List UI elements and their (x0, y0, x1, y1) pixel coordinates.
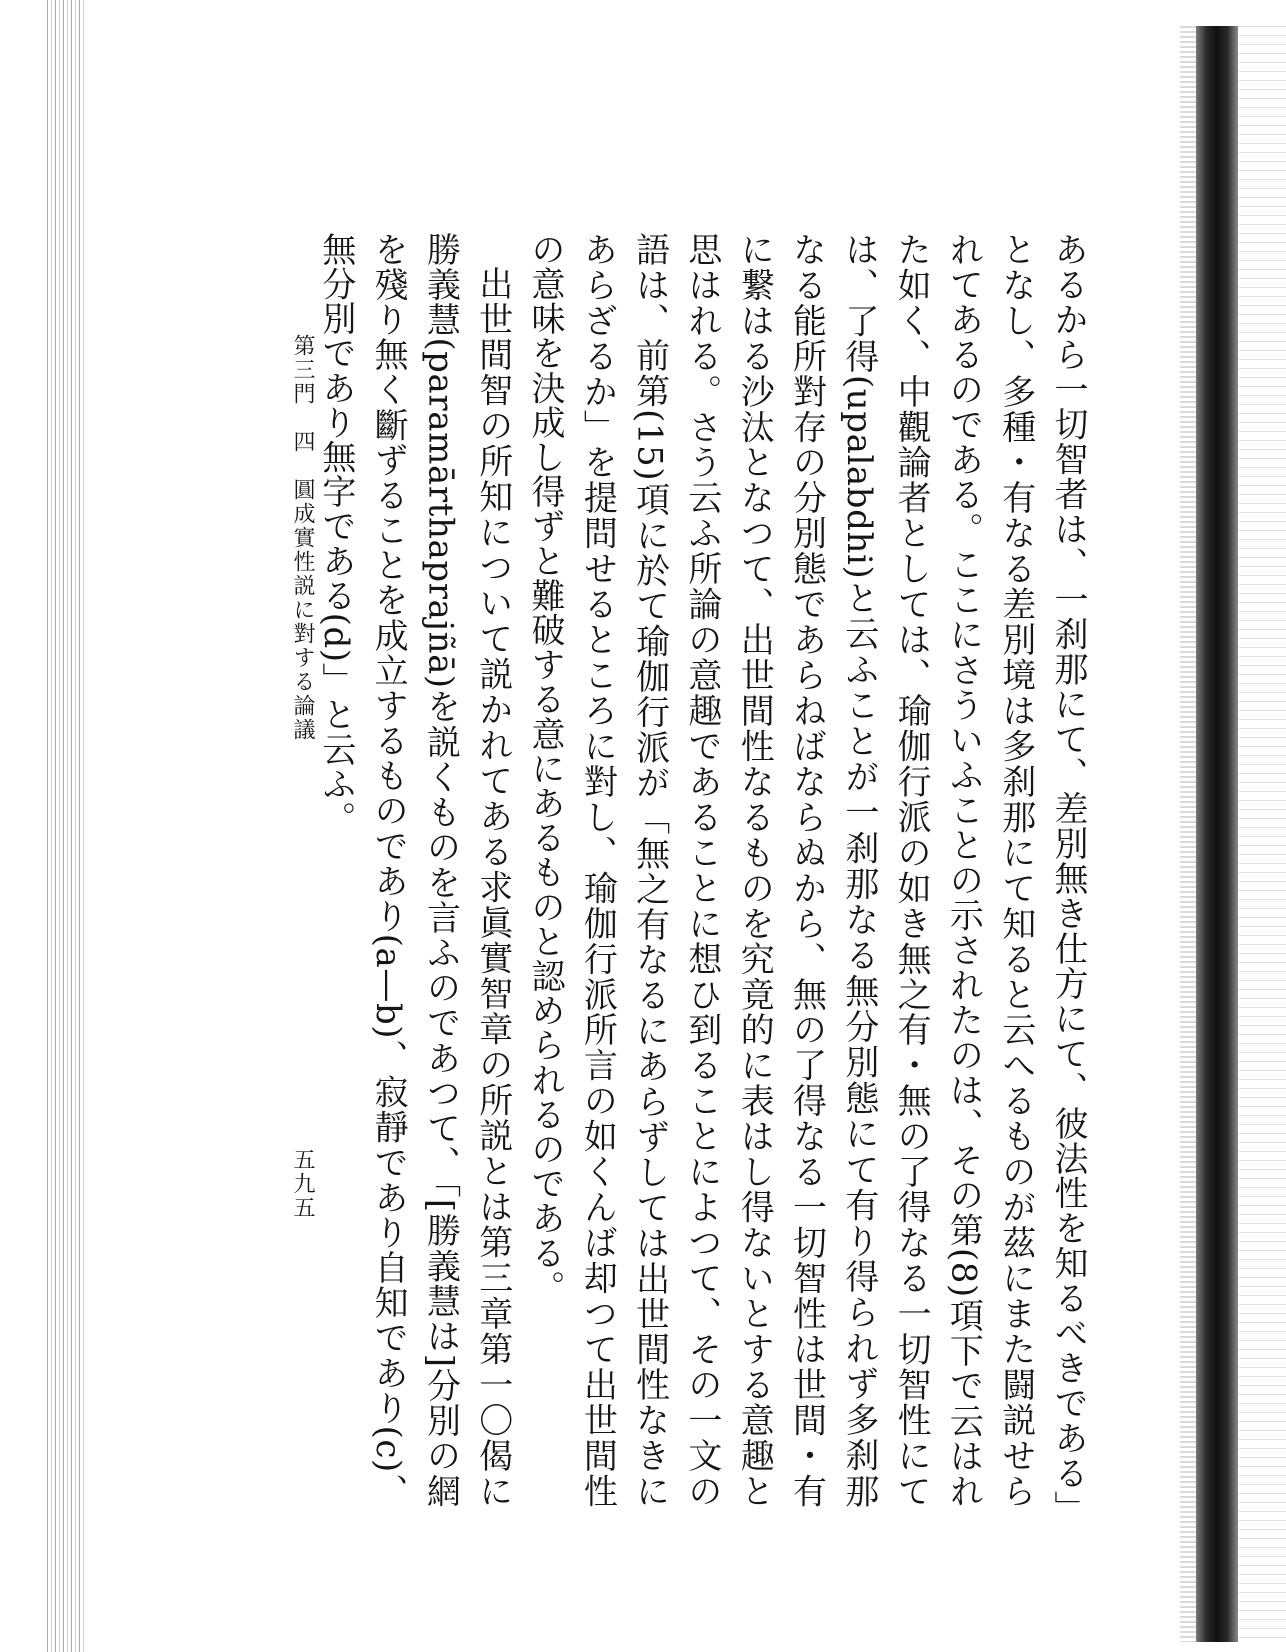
page-number: 五九五 (290, 1148, 315, 1220)
scan-artifact-right (1238, 26, 1286, 1642)
binding-shadow (1196, 26, 1238, 1642)
body-text (315, 232, 1094, 1508)
paragraph-1: あるから一切智者は、一刹那にて、差別無き仕方にて、彼法性を知るべきである」となし、多種・有なる差別境は多刹那にて知ると云へるものが茲にまた闘説せられてあるのである。ここにさういふことの示されたのは、その第(8)項下で云はれた如く、中觀論者としては、瑜伽行派の如き無之有・無の了得なる一切智性にては、了得(upalabdhi)と云ふことが一刹那なる無分別態にて有り得られず多刹那なる能所對存の分別態であらねばならぬから、無の了得なる一切智性は世間・有に繋はる沙汰となつて、出世間性なるものを究竟的に表はし得ないとする意趣と思はれる。さう云ふ所論の意趣であることに想ひ到ることによつて、その一文の語は、前第(15)項に於て瑜伽行派が「無之有なるにあらずしては出世間性なきにあらざるか」を提問せるところに對し、瑜伽行派所言の如くんば却つて出世間性の意味を決成し得ずと難破する意にあるものと認められるのである。 (525, 232, 1088, 1508)
running-title: 第三門 四 圓成實性説に對する論議 (290, 334, 315, 742)
paragraph-2: 出世間智の所知について説かれてある求眞實智章の所説とは第三章第一〇偈に勝義慧(paramārthaprajñā)を説くものを言ふのであつて、「[勝義慧は]分別の網を殘り無く斷ずることを成立するものであり(a—b)、寂靜であり自知であり(c)、無分別であり無字である(d)」と云ふ。 (315, 232, 513, 1508)
scan-artifact-left (44, 0, 86, 1652)
